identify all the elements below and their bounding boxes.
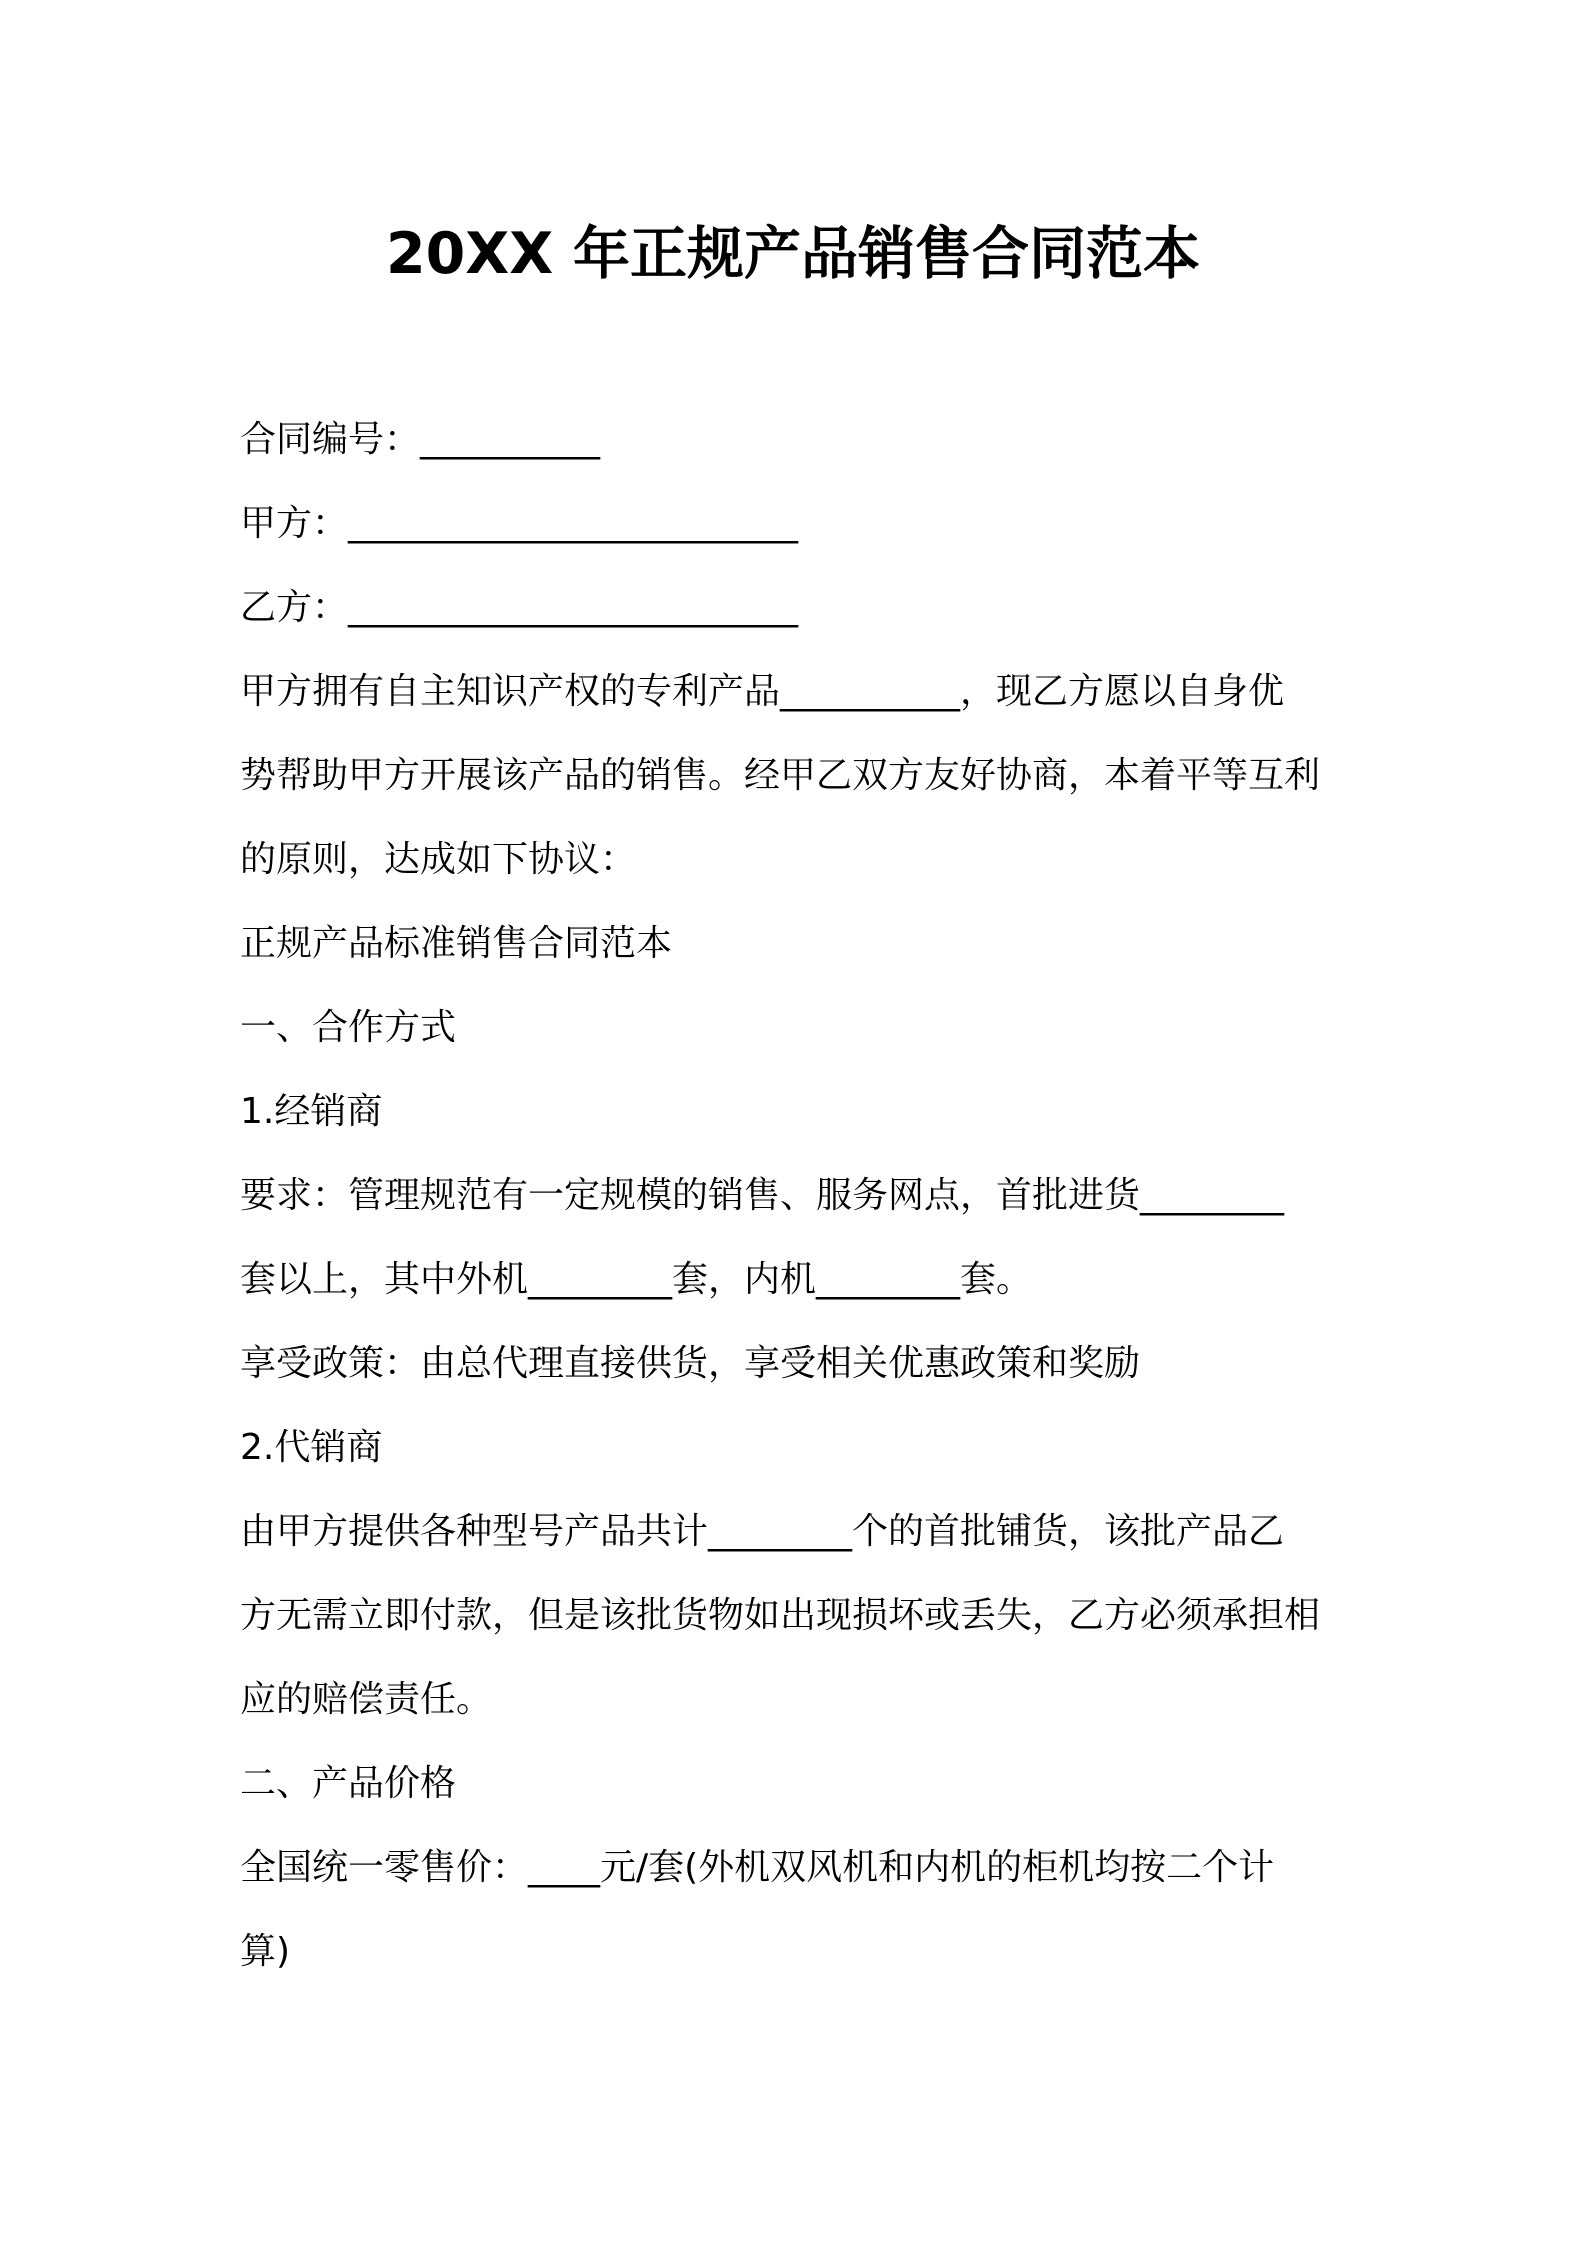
subheading-agent: 2.代销商 — [240, 1427, 383, 1468]
agent-paragraph-line-3: 应的赔偿责任。 — [240, 1679, 493, 1720]
party-b-line: 乙方：_________________________ — [240, 587, 799, 628]
contract-number-line: 合同编号：__________ — [240, 419, 601, 460]
section-heading-cooperation: 一、合作方式 — [240, 1007, 457, 1048]
document-title: 20XX 年正规产品销售合同范本 — [385, 221, 1201, 287]
distributor-requirement-line-2: 套以上，其中外机________套，内机________套。 — [240, 1259, 1033, 1300]
section-heading-price: 二、产品价格 — [240, 1763, 457, 1804]
agent-paragraph-line-1: 由甲方提供各种型号产品共计________个的首批铺货，该批产品乙 — [240, 1511, 1285, 1552]
intro-paragraph-line-1: 甲方拥有自主知识产权的专利产品__________，现乙方愿以自身优 — [240, 671, 1285, 712]
subheading-distributor: 1.经销商 — [240, 1091, 383, 1132]
intro-paragraph-line-2: 势帮助甲方开展该产品的销售。经甲乙双方友好协商，本着平等互利 — [240, 755, 1321, 796]
subtitle-line: 正规产品标准销售合同范本 — [240, 923, 673, 964]
distributor-policy-line: 享受政策：由总代理直接供货，享受相关优惠政策和奖励 — [240, 1343, 1141, 1384]
party-a-line: 甲方：_________________________ — [240, 503, 799, 544]
distributor-requirement-line-1: 要求：管理规范有一定规模的销售、服务网点，首批进货________ — [240, 1175, 1285, 1216]
document-body — [240, 398, 1360, 1994]
agent-paragraph-line-2: 方无需立即付款，但是该批货物如出现损坏或丢失，乙方必须承担相 — [240, 1595, 1321, 1636]
price-line-2: 算) — [240, 1931, 291, 1972]
price-line-1: 全国统一零售价：____元/套(外机双风机和内机的柜机均按二个计 — [240, 1847, 1275, 1888]
intro-paragraph-line-3: 的原则，达成如下协议： — [240, 839, 637, 880]
